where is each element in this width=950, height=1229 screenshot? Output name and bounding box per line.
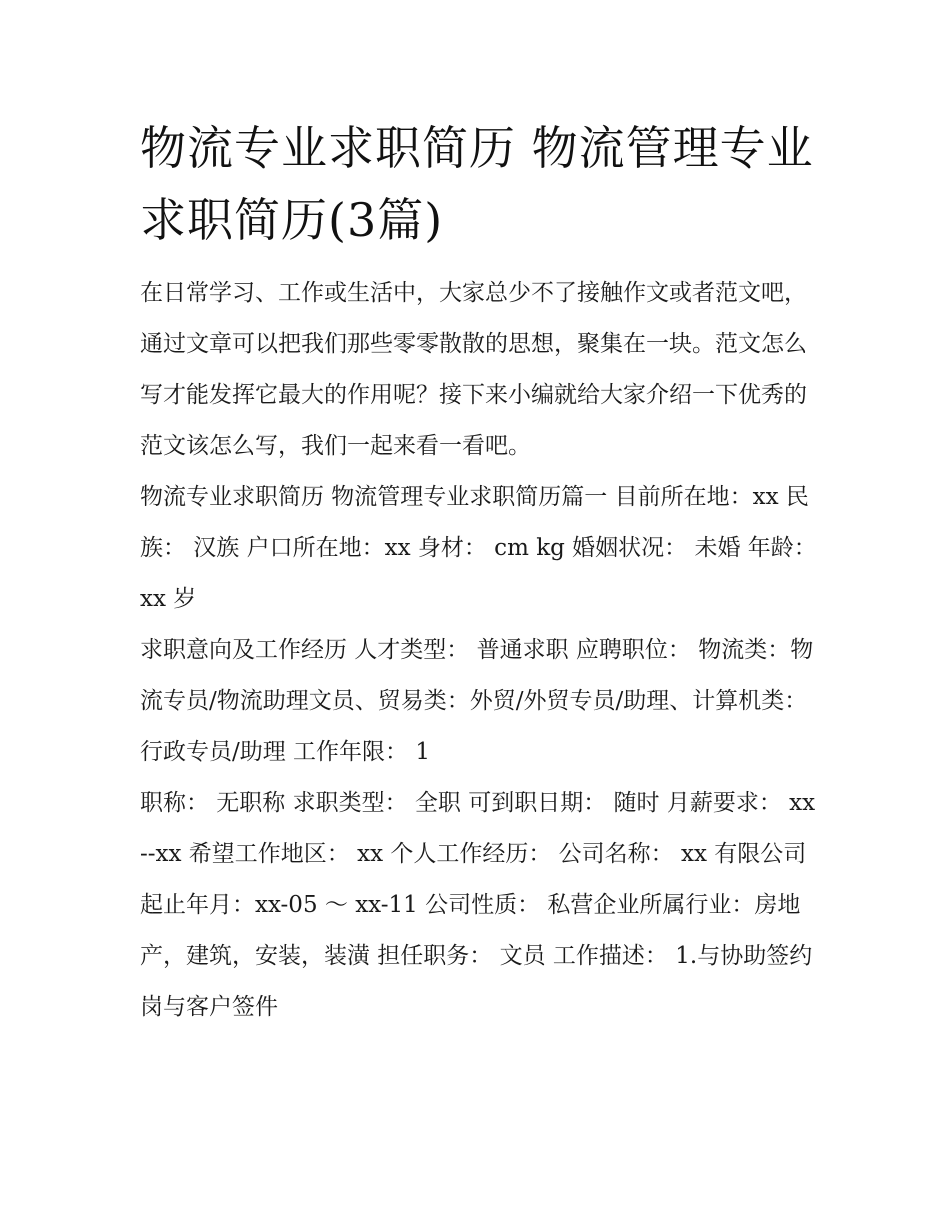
- paragraph-personal-info: 物流专业求职简历 物流管理专业求职简历篇一 目前所在地：xx 民族： 汉族 户口所在地：xx 身材： cm kg 婚姻状况： 未婚 年龄： xx 岁: [140, 484, 817, 612]
- document-content: [140, 112, 820, 1033]
- document-body: [140, 268, 820, 1033]
- paragraph-job-intention: 求职意向及工作经历 人才类型： 普通求职 应聘职位： 物流类：物流专员/物流助理文员、贸易类：外贸/外贸专员/助理、计算机类：行政专员/助理 工作年限： 1: [140, 637, 814, 765]
- document-title: 物流专业求职简历 物流管理专业求职简历(3篇): [140, 121, 814, 247]
- paragraph-job-details: 职称： 无职称 求职类型： 全职 可到职日期： 随时 月薪要求： xx--xx 希望工作地区： xx 个人工作经历： 公司名称： xx 有限公司: [140, 790, 816, 867]
- paragraph-intro: 在日常学习、工作或生活中，大家总少不了接触作文或者范文吧，通过文章可以把我们那些零零散散的思想，聚集在一块。范文怎么写才能发挥它最大的作用呢？接下来小编就给大家介绍一下优秀的范文该怎么写，我们一起来看一看吧。: [140, 280, 807, 459]
- paragraph-work-experience: 起止年月：xx-05 ～ xx-11 公司性质： 私营企业所属行业：房地产，建筑，安装，装潢 担任职务： 文员 工作描述： 1.与协助签约岗与客户签件: [140, 892, 813, 1020]
